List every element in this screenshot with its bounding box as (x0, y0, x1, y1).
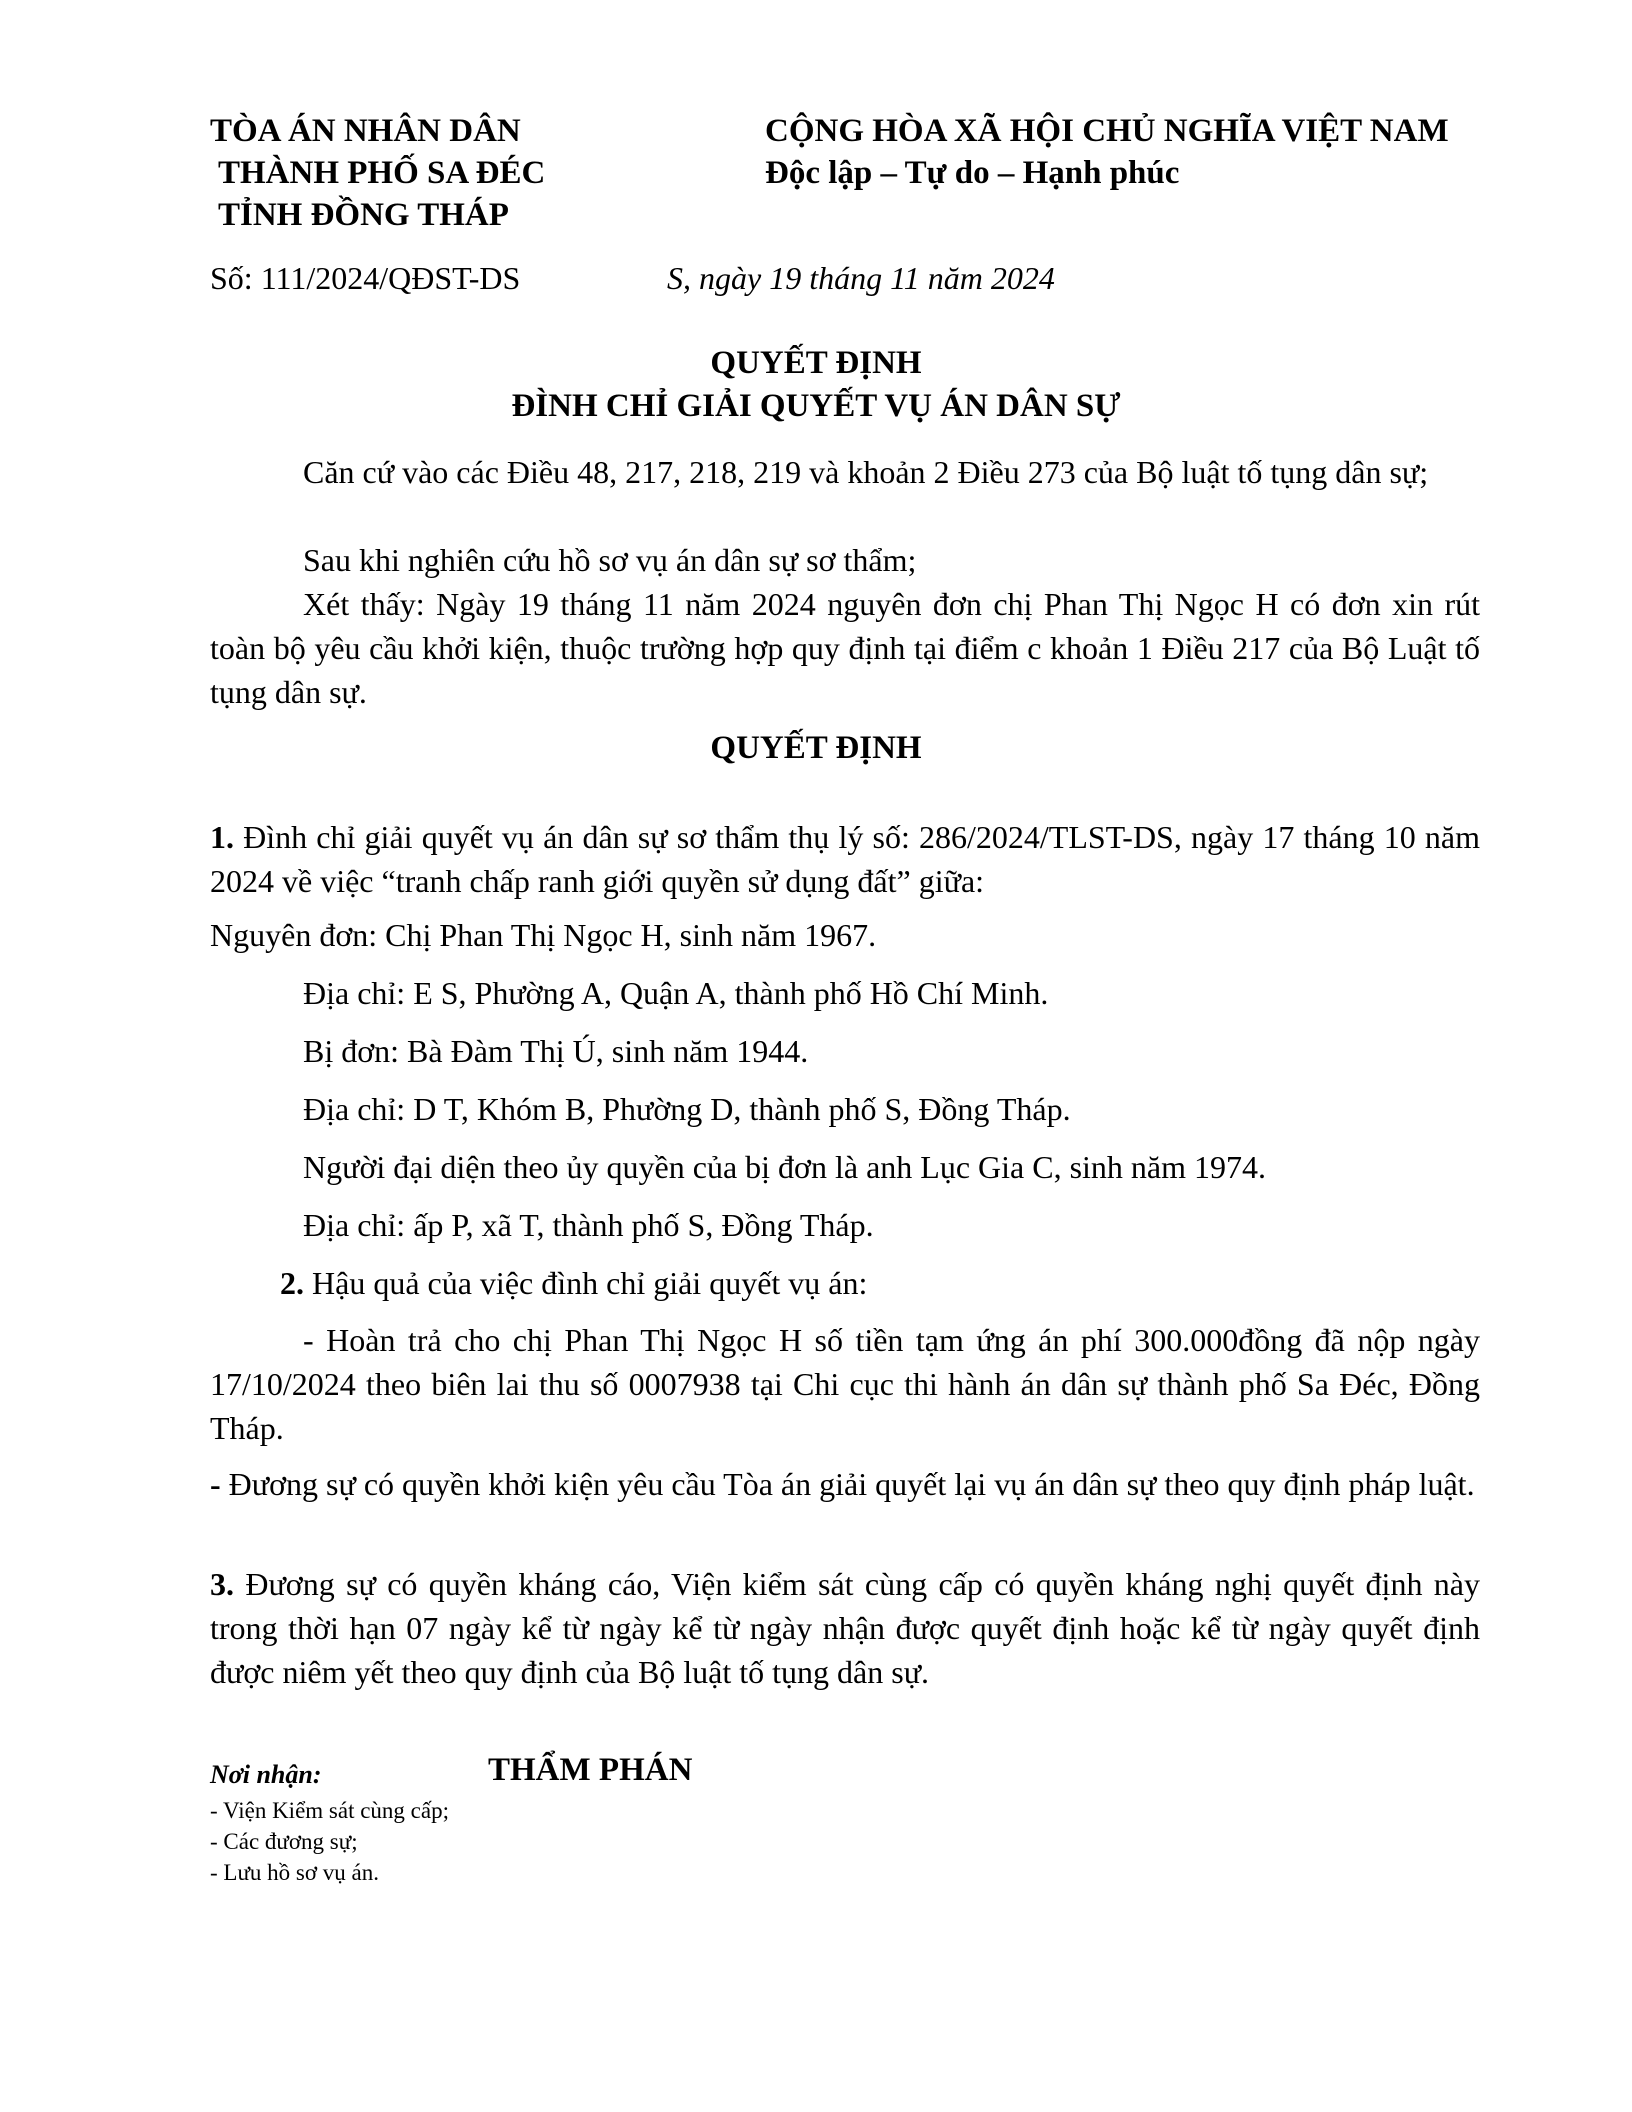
item-3-text: Đương sự có quyền kháng cáo, Viện kiểm sát cùng cấp có quyền kháng nghị quyết định này trong thời hạn 07 ngày kể từ ngày kể từ ngày nhận được quyết định hoặc kể từ ngày quyết định được niêm yết theo quy định của Bộ luật tố tụng dân sự. (210, 1566, 1480, 1690)
recipient-item: - Viện Kiểm sát cùng cấp; (210, 1798, 449, 1823)
plaintiff-address: Địa chỉ: E S, Phường A, Quận A, thành phố Hồ Chí Minh. (303, 975, 1049, 1011)
refund-paragraph: - Hoàn trả cho chị Phan Thị Ngọc H số tiền tạm ứng án phí 300.000đồng đã nộp ngày 17/10/2024 theo biên lai thu số 0007938 tại Chi cục thi hành án dân sự thành phố Sa Đéc, Đồng Tháp. (210, 1322, 1480, 1446)
court-line-2: THÀNH PHỐ SA ĐÉC (218, 155, 546, 191)
legal-basis-paragraph: Căn cứ vào các Điều 48, 217, 218, 219 và khoản 2 Điều 273 của Bộ luật tố tụng dân sự; (303, 454, 1429, 490)
recipients-heading: Nơi nhận: (210, 1760, 322, 1789)
plaintiff: Nguyên đơn: Chị Phan Thị Ngọc H, sinh năm 1967. (210, 917, 877, 953)
document-title: QUYẾT ĐỊNH (710, 345, 922, 381)
relitigation-paragraph (210, 1462, 1480, 1506)
defendant-address: Địa chỉ: D T, Khóm B, Phường D, thành phố S, Đồng Tháp. (303, 1091, 1071, 1127)
authorized-representative: Người đại diện theo ủy quyền của bị đơn là anh Lục Gia C, sinh năm 1974. (303, 1149, 1266, 1185)
item-3-number: 3. (210, 1566, 234, 1602)
relitigation-text: Đương sự có quyền khởi kiện yêu cầu Tòa án giải quyết lại vụ án dân sự theo quy định pháp luật. (220, 1466, 1475, 1502)
item-2-text: Hậu quả của việc đình chỉ giải quyết vụ án: (304, 1265, 868, 1301)
place-date: S, ngày 19 tháng 11 năm 2024 (667, 260, 1055, 296)
document-subtitle: ĐÌNH CHỈ GIẢI QUYẾT VỤ ÁN DÂN SỰ (511, 388, 1121, 424)
motto: Độc lập – Tự do – Hạnh phúc (765, 155, 1180, 191)
recipients-list (210, 1795, 449, 1888)
representative-address: Địa chỉ: ấp P, xã T, thành phố S, Đồng Tháp. (303, 1207, 874, 1243)
relitigation-dash: - (210, 1466, 221, 1502)
decision-heading: QUYẾT ĐỊNH (710, 730, 922, 766)
item-1-text: Đình chỉ giải quyết vụ án dân sự sơ thẩm thụ lý số: 286/2024/TLST-DS, ngày 17 tháng 10 năm 2024 về việc “tranh chấp ranh giới quyền sử dụng đất” giữa: (210, 819, 1480, 899)
item-1-number: 1. (210, 819, 234, 855)
item-3-paragraph (210, 1562, 1480, 1694)
item-2-paragraph (280, 1261, 1550, 1305)
defendant: Bị đơn: Bà Đàm Thị Ú, sinh năm 1944. (303, 1033, 809, 1069)
judge-signature-title: THẨM PHÁN (488, 1752, 693, 1788)
item-1-paragraph (210, 815, 1480, 903)
national-motto-block (765, 110, 1449, 194)
national-title: CỘNG HÒA XÃ HỘI CHỦ NGHĨA VIỆT NAM (765, 113, 1449, 149)
item-2-number: 2. (280, 1265, 304, 1301)
recipient-item: - Các đương sự; (210, 1829, 358, 1854)
document-number: Số: 111/2024/QĐST-DS (210, 260, 521, 296)
court-line-1: TÒA ÁN NHÂN DÂN (210, 113, 521, 149)
court-line-3: TỈNH ĐỒNG THÁP (218, 197, 509, 233)
review-paragraph: Sau khi nghiên cứu hồ sơ vụ án dân sự sơ thẩm; (303, 542, 917, 578)
consideration-paragraph: Xét thấy: Ngày 19 tháng 11 năm 2024 nguyên đơn chị Phan Thị Ngọc H có đơn xin rút toàn bộ yêu cầu khởi kiện, thuộc trường hợp quy định tại điểm c khoản 1 Điều 217 của Bộ Luật tố tụng dân sự. (210, 586, 1480, 710)
court-name-block (210, 110, 545, 236)
recipient-item: - Lưu hồ sơ vụ án. (210, 1860, 379, 1885)
